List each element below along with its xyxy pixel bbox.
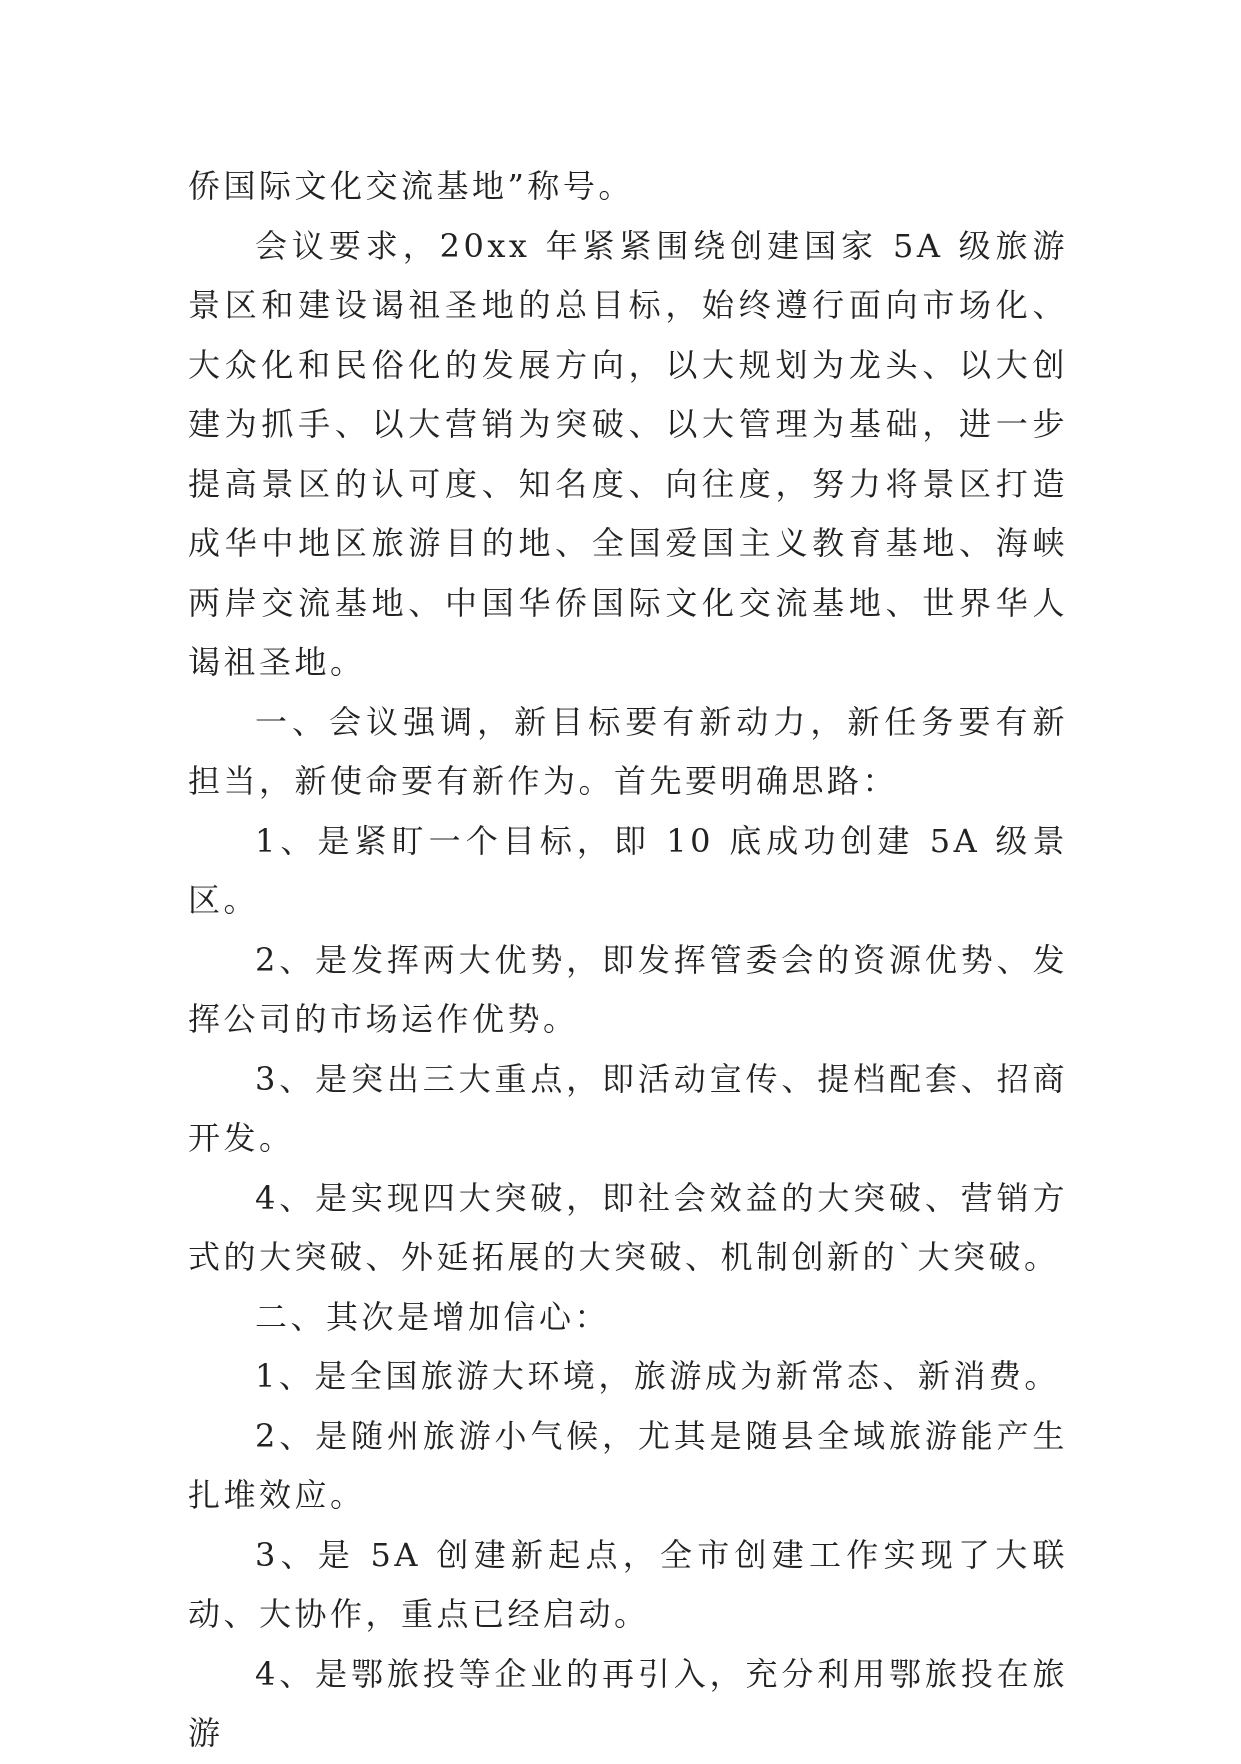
paragraph-continuation: 侨国际文化交流基地”称号。 (188, 167, 634, 205)
list-item-5a-creation: 3、是 5A 创建新起点，全市创建工作实现了大联动、大协作，重点已经启动。 (188, 1535, 1068, 1633)
document-body (188, 157, 1068, 1764)
list-item-enterprise-introduction: 4、是鄂旅投等企业的再引入，充分利用鄂旅投在旅游 (188, 1654, 1068, 1752)
list-item-three-priorities: 3、是突出三大重点，即活动宣传、提档配套、招商开发。 (188, 1059, 1068, 1157)
list-item-national-tourism: 1、是全国旅游大环境，旅游成为新常态、新消费。 (255, 1357, 1060, 1395)
paragraph-section-two: 二、其次是增加信心： (255, 1297, 611, 1336)
list-item-two-advantages: 2、是发挥两大优势，即发挥管委会的资源优势、发挥公司的市场运作优势。 (188, 940, 1068, 1038)
list-item-suizhou-tourism: 2、是随州旅游小气候，尤其是随县全域旅游能产生扎堆效应。 (188, 1416, 1068, 1514)
list-item-one-goal: 1、是紧盯一个目标，即 10 底成功创建 5A 级景区。 (188, 821, 1068, 919)
paragraph-section-one: 一、会议强调，新目标要有新动力，新任务要有新担当，新使命要有新作为。首先要明确思路： (188, 702, 1068, 800)
list-item-four-breakthroughs: 4、是实现四大突破，即社会效益的大突破、营销方式的大突破、外延拓展的大突破、机制创新的`大突破。 (188, 1178, 1068, 1276)
paragraph-meeting-requirements: 会议要求，20xx 年紧紧围绕创建国家 5A 级旅游景区和建设谒祖圣地的总目标，始终遵行面向市场化、大众化和民俗化的发展方向，以大规划为龙头、以大创建为抓手、以大营销为突破、以大管理为基础，进一步提高景区的认可度、知名度、向往度，努力将景区打造成华中地区旅游目的地、全国爱国主义教育基地、海峡两岸交流基地、中国华侨国际文化交流基地、世界华人谒祖圣地。 (188, 226, 1068, 681)
